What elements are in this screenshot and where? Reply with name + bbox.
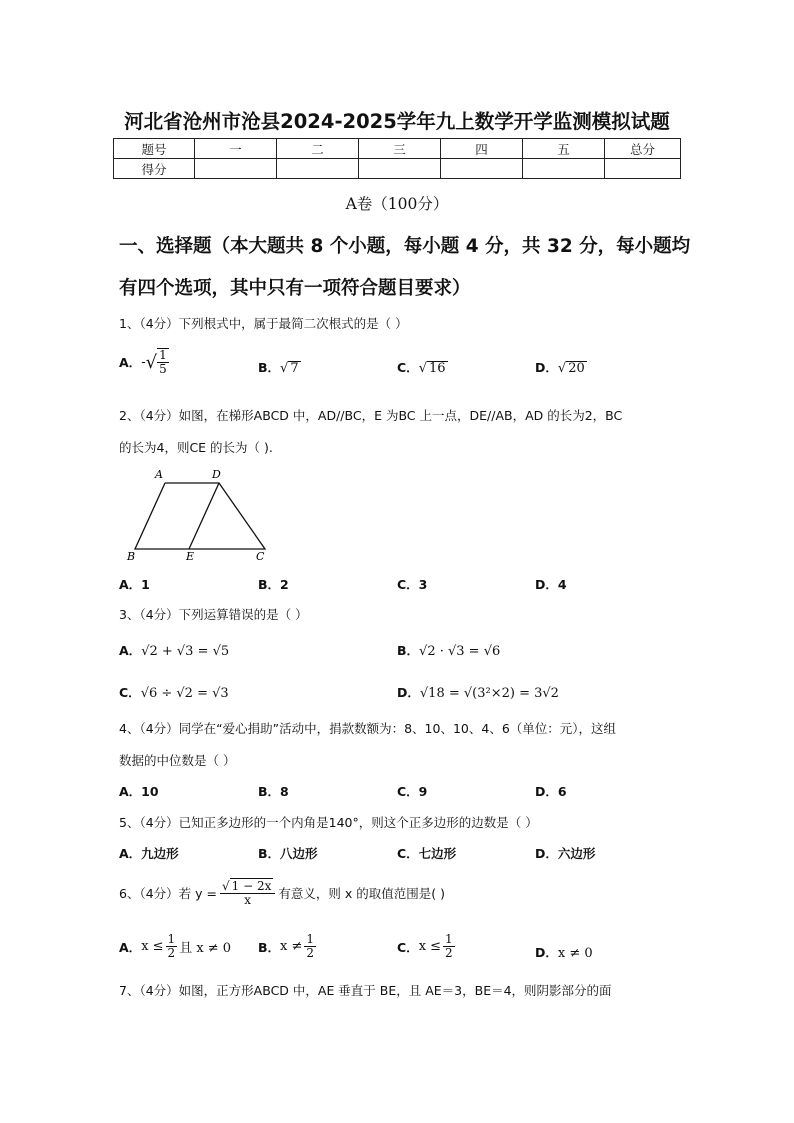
section-title: A卷（100分）	[345, 195, 449, 213]
q1-option-c[interactable]: C．√ 16	[397, 360, 446, 376]
q3-option-b[interactable]: B．√2 · √3 = √6	[397, 643, 501, 659]
q2-stem-line2: 的长为4，则CE 的长为（ ).	[119, 440, 273, 455]
label-b: B	[127, 550, 136, 563]
fraction: $\frac{1}{5}$	[159, 348, 167, 376]
q6-option-c[interactable]: C． x ≤ $\frac{1}{2}$	[397, 932, 453, 960]
label-d: D	[212, 468, 221, 481]
q6-option-a[interactable]: A． x ≤ $\frac{1}{2}$ 且 x ≠ 0	[119, 932, 232, 960]
q2-option-b[interactable]: B．2	[258, 577, 289, 592]
q2-option-c[interactable]: C．3	[397, 577, 428, 592]
score-cell[interactable]	[605, 159, 681, 179]
score-header-cell: 二	[277, 139, 359, 159]
q5-option-d[interactable]: D．六边形	[535, 846, 596, 861]
exam-title: 河北省沧州市沧县2024-2025学年九上数学开学监测模拟试题	[124, 110, 670, 133]
label-e: E	[186, 550, 195, 563]
segment-de	[189, 483, 219, 549]
score-header-cell: 五	[523, 139, 605, 159]
q1-option-b[interactable]: B．√ 7	[258, 360, 299, 376]
score-header-cell: 总分	[605, 139, 681, 159]
q4-option-b[interactable]: B．8	[258, 784, 289, 799]
q2-stem-line1: 2、（4分）如图，在梯形ABCD 中，AD//BC，E 为BC 上一点，DE//AB，AD 的长为2，BC	[119, 408, 623, 423]
label-a: A	[155, 468, 163, 481]
score-cell[interactable]	[359, 159, 441, 179]
score-header-cell: 一	[195, 139, 277, 159]
score-header-cell: 题号	[114, 139, 195, 159]
trapezoid-outline	[135, 483, 265, 549]
score-cell[interactable]	[523, 159, 605, 179]
q7-stem: 7、（4分）如图，正方形ABCD 中，AE 垂直于 BE，且 AE＝3，BE＝4，则阴影部分的面	[119, 983, 612, 998]
q4-option-a[interactable]: A．10	[119, 784, 159, 799]
score-cell[interactable]	[441, 159, 523, 179]
q3-option-c[interactable]: C．√6 ÷ √2 = √3	[119, 685, 229, 701]
trapezoid-figure	[125, 466, 275, 564]
label-c: C	[256, 550, 265, 563]
q3-option-d[interactable]: D．√18 = √(3²×2) = 3√2	[397, 685, 559, 701]
q1-stem: 1、（4分）下列根式中，属于最简二次根式的是（ ）	[119, 316, 408, 331]
q4-stem-line1: 4、（4分）同学在“爱心捐助”活动中，捐款数额为：8、10、10、4、6（单位：元），这组	[119, 721, 617, 736]
score-header-cell: 四	[441, 139, 523, 159]
q5-option-c[interactable]: C．七边形	[397, 846, 457, 861]
q4-stem-line2: 数据的中位数是（ ）	[119, 753, 236, 768]
q5-stem: 5、（4分）已知正多边形的一个内角是140°，则这个正多边形的边数是（ ）	[119, 815, 538, 830]
q1-option-d[interactable]: D．√ 20	[535, 360, 585, 376]
q6-stem: 6、（4分）若 y = $\frac{√ 1 - 2x}{x}$ 有意义，则 x 的取值范围是( )	[119, 879, 445, 907]
score-row-label: 得分	[114, 159, 195, 179]
q6-option-b[interactable]: B． x ≠ $\frac{1}{2}$	[258, 932, 315, 960]
score-table-score-row	[114, 159, 681, 179]
q6-option-d[interactable]: D．x ≠ 0	[535, 945, 593, 961]
q2-option-a[interactable]: A．1	[119, 577, 150, 592]
q4-option-d[interactable]: D．6	[535, 784, 567, 799]
minus-sign: -	[141, 354, 146, 370]
option-label: A．	[119, 355, 142, 370]
score-table-header-row	[114, 139, 681, 159]
q3-option-a[interactable]: A．√2 + √3 = √5	[119, 643, 230, 659]
part1-heading-line1: 一、选择题（本大题共 8 个小题，每小题 4 分，共 32 分，每小题均	[119, 236, 691, 257]
score-cell[interactable]	[195, 159, 277, 179]
q3-stem: 3、（4分）下列运算错误的是（ ）	[119, 607, 308, 622]
q5-option-a[interactable]: A．九边形	[119, 846, 179, 861]
part1-heading-line2: 有四个选项，其中只有一项符合题目要求）	[119, 278, 471, 299]
q6-fraction: $\frac{√ 1 - 2x}{x}$	[220, 878, 275, 907]
score-header-cell: 三	[359, 139, 441, 159]
q4-option-c[interactable]: C．9	[397, 784, 428, 799]
score-table	[113, 138, 681, 179]
q1-option-a[interactable]	[119, 348, 169, 376]
q5-option-b[interactable]: B．八边形	[258, 846, 318, 861]
q2-option-d[interactable]: D．4	[535, 577, 567, 592]
radical-sign: √	[145, 351, 158, 373]
score-cell[interactable]	[277, 159, 359, 179]
